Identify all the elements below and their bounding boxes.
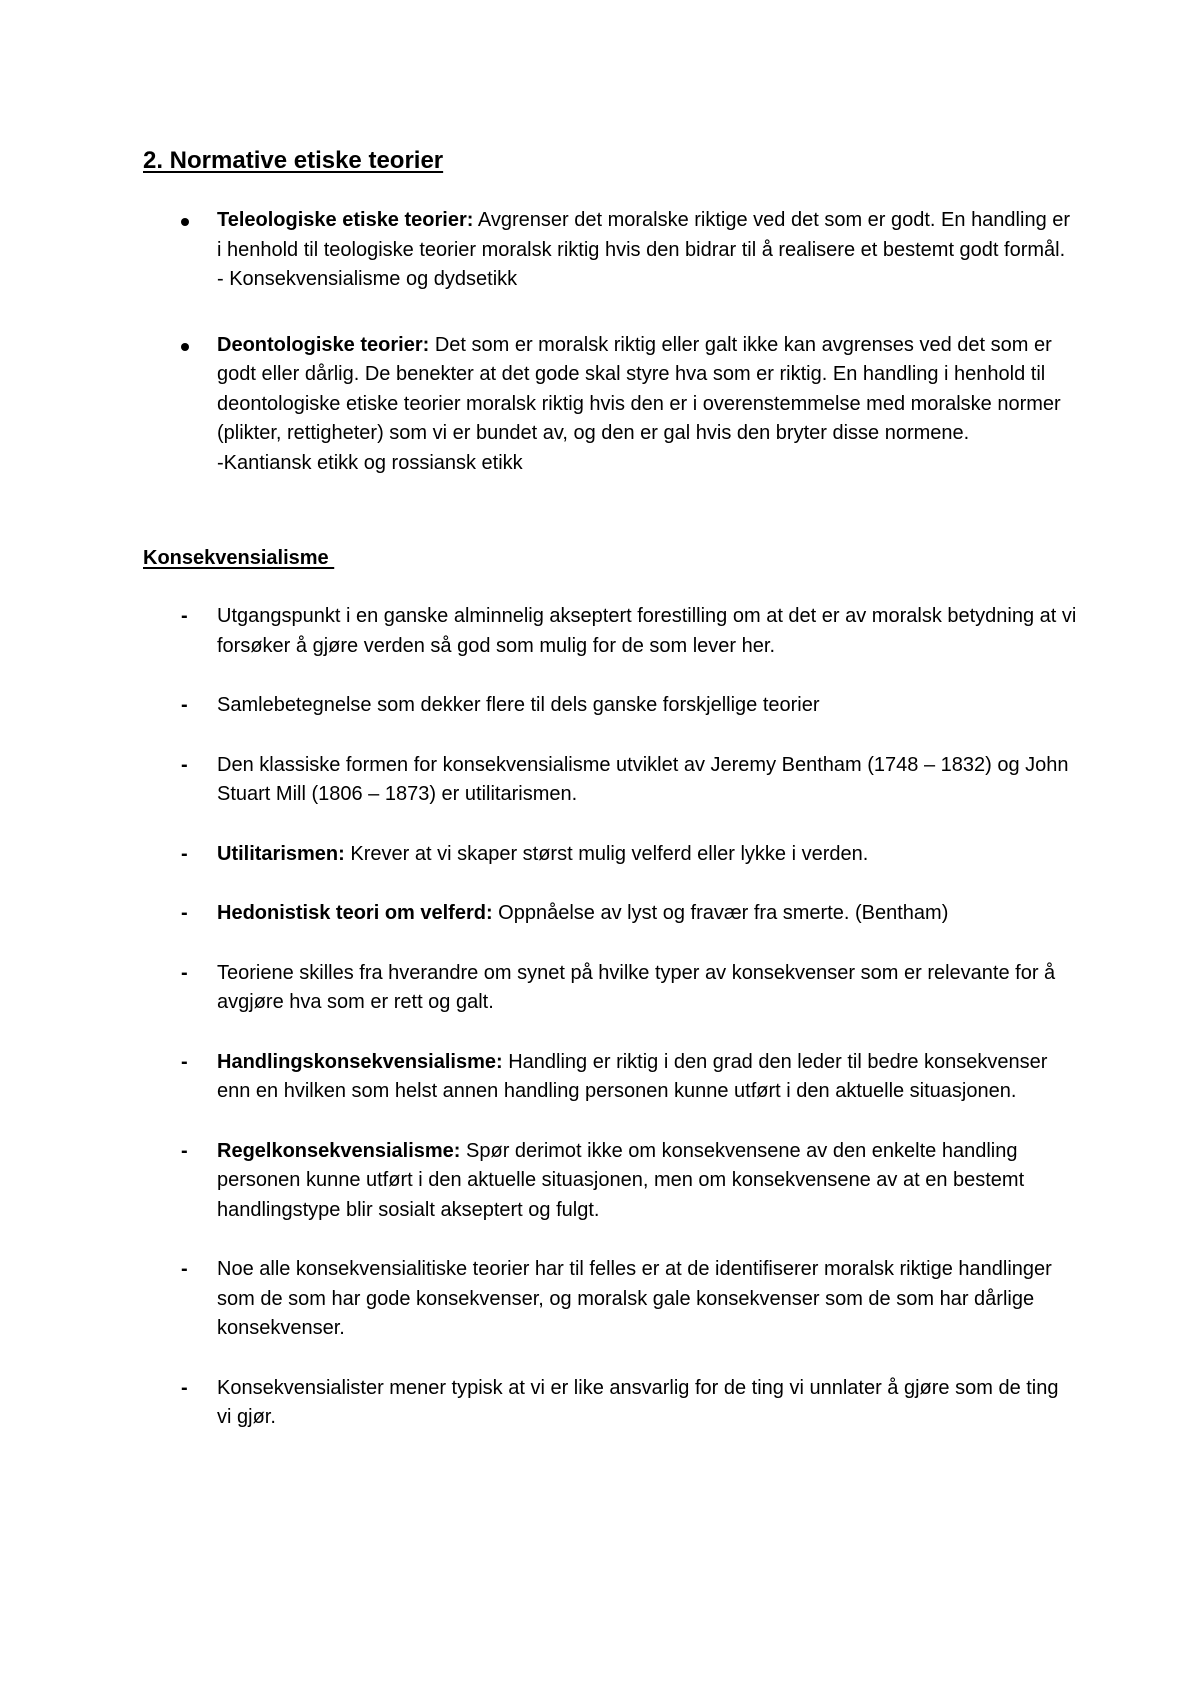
dash-marker: - bbox=[181, 842, 188, 865]
list-item bbox=[143, 840, 1078, 870]
item-text: Handling er riktig i den grad den leder til bedre konsekvenser enn en hvilken som helst annen handling personen kunne utført i den aktuelle situasjonen. bbox=[217, 1050, 1048, 1102]
dash-marker: - bbox=[181, 605, 188, 627]
document-page bbox=[143, 145, 1078, 1433]
dash-marker: - bbox=[181, 1258, 188, 1280]
list-item bbox=[143, 959, 1078, 1018]
sub-note: - Konsekvensialisme og dydsetikk bbox=[217, 268, 518, 290]
list-item bbox=[143, 691, 1078, 721]
list-item bbox=[143, 1374, 1078, 1433]
term-label: Utilitarismen: bbox=[217, 842, 345, 865]
section-title-normative: 2. Normative etiske teorier bbox=[143, 147, 444, 174]
term-text: Avgrenser det moralske riktige ved det som er godt. En handling er i henhold til teologiske teorier moralsk riktig hvis den bidrar til å realisere et bestemt godt formål. bbox=[217, 209, 1071, 261]
list-item bbox=[143, 602, 1078, 661]
section-title-konsekvensialisme: Konsekvensialisme bbox=[143, 547, 335, 569]
item-text: Samlebetegnelse som dekker flere til dels ganske forskjellige teorier bbox=[217, 694, 820, 716]
item-text: Krever at vi skaper størst mulig velferd eller lykke i verden. bbox=[344, 842, 869, 865]
dash-marker: - bbox=[181, 694, 188, 716]
item-text: Teoriene skilles fra hverandre om synet på hvilke typer av konsekvenser som er relevante for å avgjøre hva som er rett og galt. bbox=[217, 961, 1056, 1013]
dash-marker: - bbox=[181, 1376, 188, 1399]
item-text: Spør derimot ikke om konsekvensene av den enkelte handling personen kunne utført i den aktuelle situasjonen, men om konsekvensene av at en bestemt handlingstype blir sosialt akseptert og fulgt. bbox=[217, 1139, 1025, 1221]
item-text: Utgangspunkt i en ganske alminnelig akseptert forestilling om at det er av moralsk betydning at vi forsøker å gjøre verden så god som mulig for de som lever her. bbox=[217, 605, 1077, 657]
bullet-list-theories bbox=[143, 206, 1078, 478]
dash-marker: - bbox=[181, 1139, 188, 1162]
list-item bbox=[143, 1048, 1078, 1107]
sub-note: -Kantiansk etikk og rossiansk etikk bbox=[217, 451, 523, 474]
term-label: Deontologiske teorier: bbox=[217, 333, 430, 356]
term-label: Handlingskonsekvensialisme: bbox=[217, 1050, 503, 1073]
term-label: Regelkonsekvensialisme: bbox=[217, 1139, 461, 1162]
list-item bbox=[143, 899, 1078, 929]
list-item bbox=[143, 1255, 1078, 1344]
dash-marker: - bbox=[181, 753, 188, 776]
bullet-icon bbox=[181, 331, 201, 361]
list-item bbox=[143, 1137, 1078, 1226]
item-text: Den klassiske formen for konsekvensialisme utviklet av Jeremy Bentham (1748 – 1832) og John Stuart Mill (1806 – 1873) er utilitarismen. bbox=[217, 753, 1069, 805]
dash-marker: - bbox=[181, 961, 188, 984]
item-text: Oppnåelse av lyst og fravær fra smerte. (Bentham) bbox=[492, 902, 949, 924]
term-label: Teleologiske etiske teorier: bbox=[217, 209, 474, 231]
dash-marker: - bbox=[181, 902, 188, 924]
list-item bbox=[143, 751, 1078, 810]
list-item bbox=[143, 206, 1078, 295]
term-label: Hedonistisk teori om velferd: bbox=[217, 902, 493, 924]
item-text: Konsekvensialister mener typisk at vi er like ansvarlig for de ting vi unnlater å gjøre som de ting vi gjør. bbox=[217, 1376, 1059, 1428]
dash-list-konsekvensialisme bbox=[143, 602, 1078, 1433]
item-text: Noe alle konsekvensialitiske teorier har til felles er at de identifiserer moralsk riktige handlinger som de som har gode konsekvenser, og moralsk gale konsekvenser som de som har dårlige konsekvenser. bbox=[217, 1258, 1052, 1339]
bullet-icon bbox=[181, 206, 201, 236]
term-text: Det som er moralsk riktig eller galt ikke kan avgrenses ved det som er godt eller dårlig. De benekter at det gode skal styre hva som er riktig. En handling i henhold til deontologiske etiske teorier moralsk riktig hvis den er i overenstemmelse med moralske normer (plikter, rettigheter) som vi er bundet av, og den er gal hvis den bryter disse normene. bbox=[217, 333, 1061, 444]
list-item bbox=[143, 331, 1078, 479]
dash-marker: - bbox=[181, 1050, 188, 1073]
